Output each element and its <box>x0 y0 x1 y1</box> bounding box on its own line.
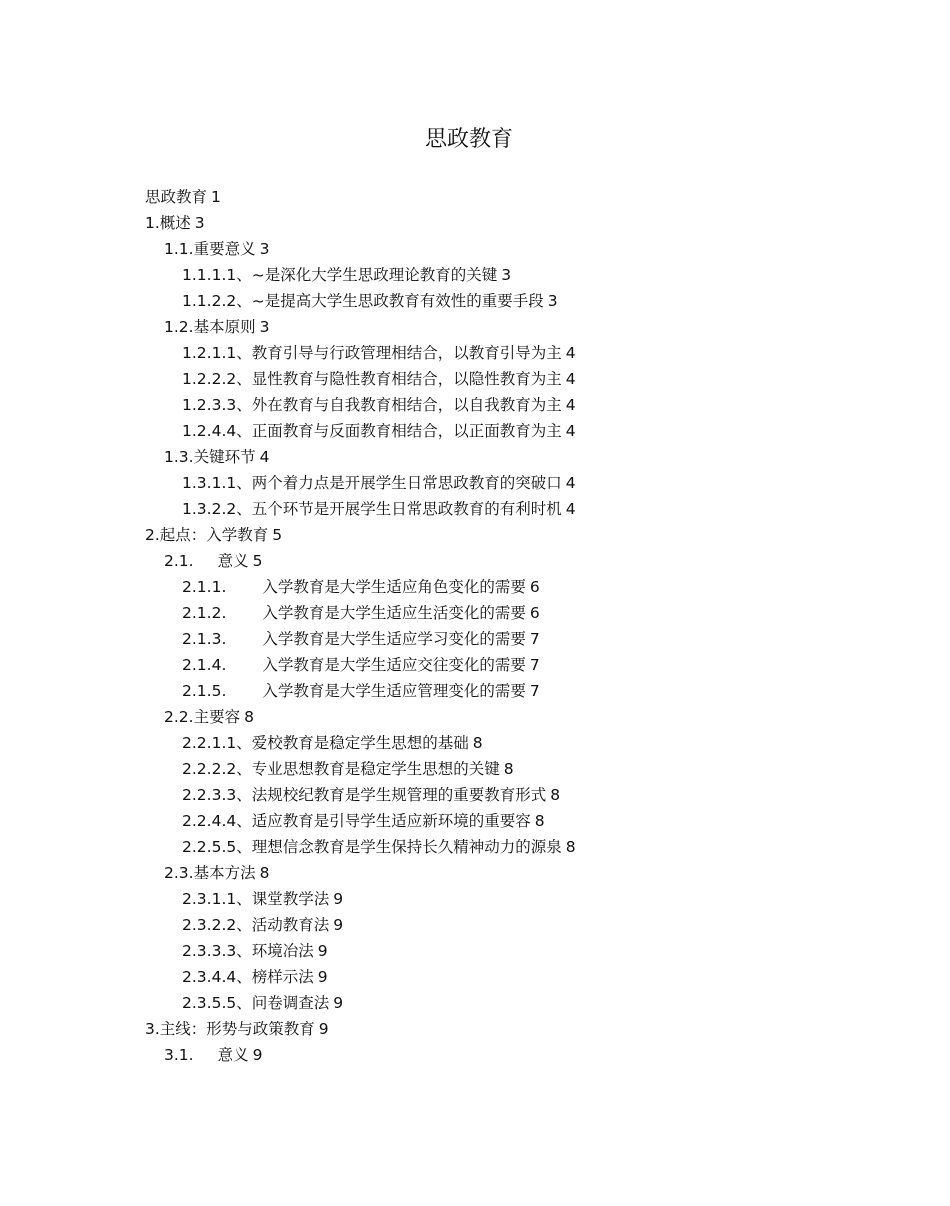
toc-entry-page-number: 8 <box>503 760 514 778</box>
toc-entry[interactable] <box>145 782 825 808</box>
toc-entry[interactable] <box>145 730 825 756</box>
toc-entry[interactable] <box>145 964 825 990</box>
toc-entry-number: 2.1. <box>164 552 194 570</box>
toc-entry-page-number: 9 <box>333 890 344 908</box>
table-of-contents <box>145 184 825 1068</box>
toc-entry[interactable] <box>145 288 825 314</box>
toc-entry-page-number: 7 <box>529 630 540 648</box>
toc-entry-number: 2.1.1. <box>182 578 227 596</box>
toc-entry-page-number: 9 <box>333 916 344 934</box>
toc-entry-page-number: 3 <box>259 240 270 258</box>
toc-entry-page-number: 8 <box>472 734 483 752</box>
toc-entry-page-number: 6 <box>529 604 540 622</box>
toc-entry-text: 2.3.1.1、课堂教学法 <box>182 890 330 908</box>
toc-entry[interactable] <box>145 314 825 340</box>
toc-entry-text: 入学教育是大学生适应管理变化的需要 <box>262 682 526 700</box>
toc-entry-text: 1.1.重要意义 <box>164 240 256 258</box>
toc-entry[interactable] <box>145 340 825 366</box>
toc-entry-page-number: 9 <box>317 942 328 960</box>
document-title: 思政教育 <box>424 127 513 152</box>
toc-entry-text: 1.2.2.2、显性教育与隐性教育相结合，以隐性教育为主 <box>182 370 562 388</box>
toc-entry[interactable] <box>145 808 825 834</box>
toc-entry-page-number: 6 <box>529 578 540 596</box>
toc-entry[interactable] <box>145 444 825 470</box>
toc-entry-page-number: 1 <box>211 188 221 206</box>
toc-entry[interactable] <box>145 860 825 886</box>
toc-entry[interactable] <box>145 418 825 444</box>
toc-entry-text: 3.主线：形势与政策教育 <box>145 1020 315 1038</box>
toc-entry-page-number: 5 <box>252 552 263 570</box>
toc-entry[interactable] <box>145 600 825 626</box>
toc-entry[interactable] <box>145 470 825 496</box>
toc-entry[interactable] <box>145 574 825 600</box>
toc-entry-page-number: 8 <box>244 708 254 726</box>
toc-entry-text: 2.2.3.3、法规校纪教育是学生规管理的重要教育形式 <box>182 786 547 804</box>
toc-entry-text: 1.1.2.2、~是提高大学生思政教育有效性的重要手段 <box>182 292 544 310</box>
toc-entry-text: 2.3.2.2、活动教育法 <box>182 916 330 934</box>
toc-entry-page-number: 9 <box>317 968 328 986</box>
toc-entry-number: 3.1. <box>164 1046 194 1064</box>
toc-entry-text: 入学教育是大学生适应角色变化的需要 <box>262 578 526 596</box>
toc-entry[interactable] <box>145 834 825 860</box>
toc-entry[interactable] <box>145 210 825 236</box>
toc-entry[interactable] <box>145 704 825 730</box>
toc-entry-page-number: 9 <box>252 1046 263 1064</box>
toc-entry-text: 入学教育是大学生适应生活变化的需要 <box>262 604 526 622</box>
toc-entry[interactable] <box>145 392 825 418</box>
toc-entry-text: 1.概述 <box>145 214 191 232</box>
toc-entry-text: 1.2.1.1、教育引导与行政管理相结合，以教育引导为主 <box>182 344 562 362</box>
toc-entry[interactable] <box>145 990 825 1016</box>
toc-entry-text: 2.3.5.5、问卷调查法 <box>182 994 330 1012</box>
toc-entry-page-number: 4 <box>565 474 576 492</box>
toc-entry-text: 2.3.基本方法 <box>164 864 256 882</box>
toc-entry-page-number: 9 <box>318 1020 329 1038</box>
toc-entry[interactable] <box>145 548 825 574</box>
toc-entry[interactable] <box>145 626 825 652</box>
toc-entry-text: 入学教育是大学生适应学习变化的需要 <box>262 630 526 648</box>
toc-entry-page-number: 4 <box>259 448 270 466</box>
toc-entry-text: 1.2.基本原则 <box>164 318 256 336</box>
toc-entry-text: 入学教育是大学生适应交往变化的需要 <box>262 656 526 674</box>
toc-entry-page-number: 5 <box>272 526 283 544</box>
toc-entry-page-number: 4 <box>565 500 576 518</box>
toc-entry-text: 2.2.2.2、专业思想教育是稳定学生思想的关键 <box>182 760 500 778</box>
toc-entry-text: 1.3.2.2、五个环节是开展学生日常思政教育的有利时机 <box>182 500 562 518</box>
toc-entry-page-number: 4 <box>565 422 576 440</box>
toc-entry-page-number: 3 <box>547 292 558 310</box>
toc-entry[interactable] <box>145 184 825 210</box>
toc-entry-text: 2.2.5.5、理想信念教育是学生保持长久精神动力的源泉 <box>182 838 562 856</box>
toc-entry[interactable] <box>145 522 825 548</box>
toc-entry[interactable] <box>145 366 825 392</box>
toc-entry-text: 思政教育 <box>145 188 208 206</box>
toc-entry-page-number: 8 <box>550 786 561 804</box>
toc-entry[interactable] <box>145 886 825 912</box>
toc-entry-text: 2.2.1.1、爱校教育是稳定学生思想的基础 <box>182 734 469 752</box>
toc-entry[interactable] <box>145 262 825 288</box>
toc-entry-number: 2.1.3. <box>182 630 227 648</box>
toc-entry-text: 1.1.1.1、~是深化大学生思政理论教育的关键 <box>182 266 498 284</box>
toc-entry-text: 1.3.1.1、两个着力点是开展学生日常思政教育的突破口 <box>182 474 562 492</box>
toc-entry-text: 意义 <box>217 552 249 570</box>
toc-entry-number: 2.1.2. <box>182 604 227 622</box>
toc-entry-text: 1.3.关键环节 <box>164 448 256 466</box>
toc-entry-text: 1.2.4.4、正面教育与反面教育相结合，以正面教育为主 <box>182 422 562 440</box>
toc-entry-text: 意义 <box>217 1046 249 1064</box>
toc-entry-page-number: 7 <box>529 656 540 674</box>
toc-entry-page-number: 4 <box>565 396 576 414</box>
toc-entry[interactable] <box>145 678 825 704</box>
toc-entry[interactable] <box>145 496 825 522</box>
toc-entry-page-number: 8 <box>534 812 545 830</box>
toc-entry[interactable] <box>145 1016 825 1042</box>
toc-entry-page-number: 9 <box>333 994 344 1012</box>
toc-entry-text: 2.起点：入学教育 <box>145 526 269 544</box>
toc-entry-page-number: 7 <box>529 682 540 700</box>
toc-entry-number: 2.1.5. <box>182 682 227 700</box>
toc-entry[interactable] <box>145 236 825 262</box>
toc-entry[interactable] <box>145 938 825 964</box>
toc-entry-page-number: 3 <box>259 318 270 336</box>
toc-entry-text: 2.2.4.4、适应教育是引导学生适应新环境的重要容 <box>182 812 531 830</box>
toc-entry[interactable] <box>145 756 825 782</box>
toc-entry[interactable] <box>145 652 825 678</box>
toc-entry-text: 2.2.主要容 <box>164 708 241 726</box>
toc-entry-number: 2.1.4. <box>182 656 227 674</box>
toc-entry[interactable] <box>145 1042 825 1068</box>
toc-entry-page-number: 8 <box>565 838 576 856</box>
toc-entry-page-number: 8 <box>259 864 270 882</box>
toc-entry-page-number: 4 <box>565 344 576 362</box>
toc-entry-page-number: 4 <box>565 370 576 388</box>
toc-entry-page-number: 3 <box>194 214 205 232</box>
toc-entry-text: 2.3.3.3、环境冶法 <box>182 942 314 960</box>
toc-entry[interactable] <box>145 912 825 938</box>
toc-entry-page-number: 3 <box>501 266 512 284</box>
toc-entry-text: 2.3.4.4、榜样示法 <box>182 968 314 986</box>
toc-entry-text: 1.2.3.3、外在教育与自我教育相结合，以自我教育为主 <box>182 396 562 414</box>
